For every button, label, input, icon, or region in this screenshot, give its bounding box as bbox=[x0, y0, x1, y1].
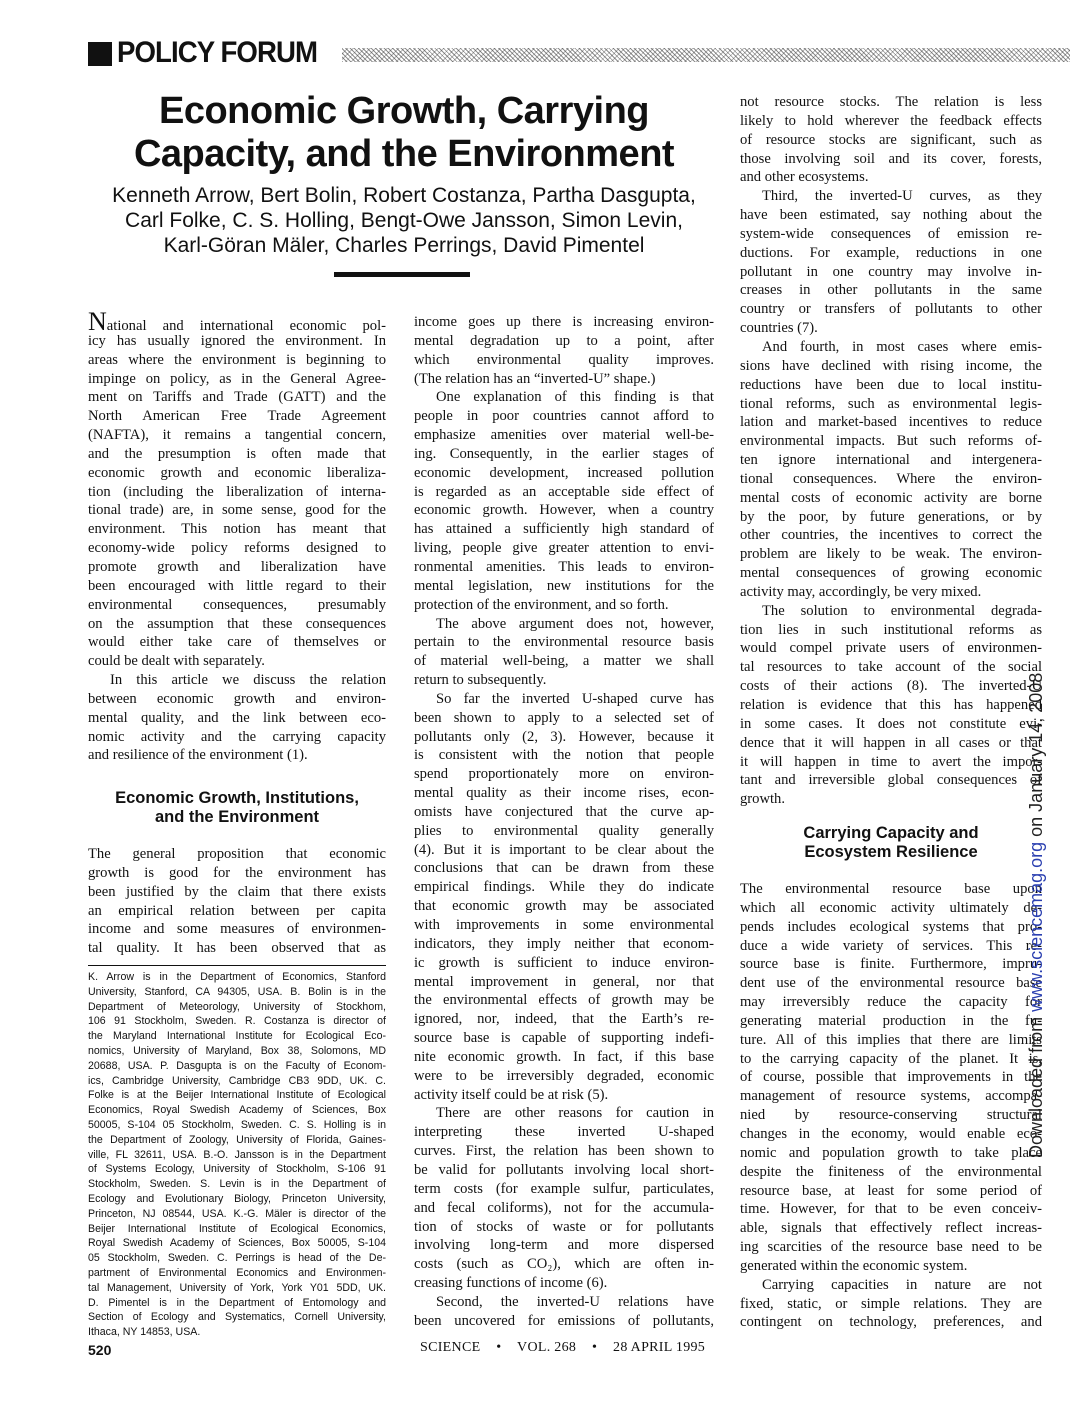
text-line: mental quality as their income rises, econ- bbox=[414, 785, 714, 802]
text-line: The general proposition that economic bbox=[88, 846, 386, 862]
text-line: ignored, nor, indeed, that the Earth’s re- bbox=[414, 1011, 714, 1028]
text-line: sions have declined with rising income, the bbox=[740, 357, 1042, 374]
journal-name: SCIENCE bbox=[420, 1340, 481, 1355]
text-line: were to be irreversibly degraded, economic bbox=[414, 1067, 714, 1084]
text-line: return to subsequently. bbox=[414, 672, 547, 689]
title-line: Economic Growth, Carrying bbox=[158, 90, 650, 132]
text-line: growth. bbox=[740, 791, 785, 808]
text-line: and other ecosystems. bbox=[740, 169, 869, 186]
text-line: ment on Tariffs and Trade (GATT) and the bbox=[88, 389, 386, 406]
text-line: mental improvement in general, nor that bbox=[414, 973, 714, 990]
text-line: that economic growth may be associated bbox=[414, 898, 714, 915]
footnote-line: 106 91 Stockholm, Sweden. R. Costanza is director of bbox=[88, 1015, 386, 1028]
footnote-line: Princeton, NJ 08544, USA. K.-G. Mäler is director of the bbox=[88, 1207, 386, 1220]
text-line: people in poor countries cannot afford to bbox=[414, 408, 714, 425]
text-line: be valid for pollutants involving local short- bbox=[414, 1161, 714, 1178]
column-1-intro bbox=[88, 307, 386, 765]
text-line: management of resource systems, accompa- bbox=[740, 1088, 1042, 1105]
text-line: duce a wide variety of services. This re- bbox=[740, 937, 1042, 954]
text-line: economic growth and economic liberaliza- bbox=[88, 464, 386, 481]
text-line: an empirical relation between per capita bbox=[88, 902, 386, 919]
text-line: tant and irreversible global consequences of bbox=[740, 772, 1042, 789]
text-line: country or transfers of pollutants to other bbox=[740, 301, 1042, 318]
text-line: by the poor, by future generations, or by bbox=[740, 508, 1042, 525]
text-line: of resource stocks are significant, such as bbox=[740, 131, 1042, 148]
footnote-line: of Systems Ecology, University of Stockholm, S-106 91 bbox=[88, 1163, 386, 1176]
column-3 bbox=[740, 93, 1042, 809]
text-line: economy-wide policy reforms designed to bbox=[88, 540, 386, 557]
text-line: (NAFTA), it remains a tangential concern, bbox=[88, 427, 386, 444]
footnote-line: K. Arrow is in the Department of Economics, Stanford bbox=[88, 971, 386, 983]
text-line: generating material production in the fu- bbox=[740, 1012, 1042, 1029]
section-label: POLICY FORUM bbox=[117, 36, 318, 69]
column-2 bbox=[414, 313, 714, 1331]
text-line: reductions have been due to local institu- bbox=[740, 376, 1042, 393]
text-line: changes in the economy, would enable eco- bbox=[740, 1125, 1042, 1142]
journal-date: 28 APRIL 1995 bbox=[613, 1340, 706, 1355]
title-divider bbox=[334, 272, 470, 277]
text-line: pertain to the environmental resource basis bbox=[414, 634, 714, 651]
text-line: growth is good for the environment has bbox=[88, 864, 386, 881]
text-line: pollutants only (2, 3). However, because it bbox=[414, 728, 714, 745]
text-line: system-wide consequences of emission re- bbox=[740, 225, 1042, 242]
column-3-section-text bbox=[740, 880, 1042, 1332]
text-line: resource base, at least for some period of bbox=[740, 1182, 1042, 1199]
text-line: mental quality, and the link between eco- bbox=[88, 709, 386, 726]
text-line: the environmental effects of growth may be bbox=[414, 992, 714, 1009]
text-line: emphasize amenities over material well-be- bbox=[414, 427, 714, 444]
text-line: in some cases. It does not constitute evi- bbox=[740, 715, 1042, 732]
title-line: Capacity, and the Environment bbox=[133, 133, 675, 175]
text-line: and fecal coliforms), not for the accumula- bbox=[414, 1199, 714, 1216]
drop-cap: N bbox=[88, 307, 107, 336]
text-line: source base is capable of supporting indefi- bbox=[414, 1030, 714, 1047]
text-line: tion (including the liberalization of interna- bbox=[88, 483, 386, 500]
text-line: (4). But it is important to be clear about the bbox=[414, 841, 714, 858]
footnote-line: partment of Environmental Economics and Environmen- bbox=[88, 1266, 386, 1279]
page-number: 520 bbox=[88, 1342, 112, 1358]
text-line: those involving soil and its cover, forests, bbox=[740, 150, 1042, 167]
text-line: National and international economic pol- bbox=[88, 307, 386, 336]
text-line: promote growth and liberalization have bbox=[88, 558, 386, 575]
text-line: nied by resource-conserving structural bbox=[740, 1107, 1042, 1124]
text-line: fixed, static, or simple relations. They are bbox=[740, 1295, 1042, 1312]
text-line: been uncovered for emissions of pollutants, bbox=[414, 1312, 714, 1329]
footnote-line: Stockholm, Sweden. S. Levin is in the Department of bbox=[88, 1178, 386, 1191]
text-line: creasing functions of income (6). bbox=[414, 1275, 608, 1292]
heading-line: Ecosystem Resilience bbox=[804, 843, 978, 861]
text-line: tal resources to take account of the social bbox=[740, 659, 1042, 676]
text-line: tion of stocks of waste or for pollutants bbox=[414, 1218, 714, 1235]
text-line: term costs (for example sulfur, particulates, bbox=[414, 1180, 714, 1197]
text-line: been justified by the claim that there exists bbox=[88, 883, 386, 900]
text-line: economic growth. However, when a country bbox=[414, 502, 714, 519]
text-line: ronmental amenities. This leads to environ- bbox=[414, 558, 714, 575]
text-line: which environmental quality improves. bbox=[414, 351, 714, 368]
footnote-line: nomics, University of Maryland, Box 38, Solomons, MD bbox=[88, 1044, 386, 1057]
text-line: and the presumption is often made that bbox=[88, 445, 386, 462]
text-line: indicators, they imply neither that econom- bbox=[414, 935, 714, 952]
text-line: In this article we discuss the relation bbox=[110, 672, 386, 689]
footnote-line: Ithaca, NY 14853, USA. bbox=[88, 1326, 201, 1339]
text-line: costs of their actions (8). The inverted-U bbox=[740, 678, 1042, 695]
text-line: ing scarcities of the resource base need to be bbox=[740, 1239, 1042, 1256]
text-line: could be dealt with separately. bbox=[88, 653, 265, 670]
section-heading-carrying-capacity bbox=[740, 824, 1042, 862]
column-1-section-text bbox=[88, 845, 386, 958]
footnote-line: Economics, Royal Swedish Academy of Sciences, Box bbox=[88, 1104, 386, 1117]
text-line: on the assumption that these consequences bbox=[88, 615, 386, 632]
text-line: There are other reasons for caution in bbox=[436, 1105, 714, 1122]
text-line: mental legislation, new institutions for the bbox=[414, 577, 714, 594]
author-line: Carl Folke, C. S. Holling, Bengt-Owe Jansson, Simon Levin, bbox=[125, 209, 683, 232]
author-list bbox=[84, 183, 724, 258]
text-line: environmental consequences, presumably bbox=[88, 596, 386, 613]
text-line: which all economic activity ultimately de- bbox=[740, 899, 1042, 916]
download-watermark bbox=[1026, 673, 1047, 1158]
text-line: nomic and population growth to take place bbox=[740, 1144, 1042, 1161]
text-line: other countries, the incentives to correct the bbox=[740, 527, 1042, 544]
text-line: curves. First, the relation has been shown to bbox=[414, 1143, 714, 1160]
text-line: icy has usually ignored the environment. In bbox=[88, 332, 386, 349]
text-line: of material well-being, a matter we shall bbox=[414, 653, 714, 670]
footnote-line: the Maryland International Institute for Ecological Eco- bbox=[88, 1030, 386, 1043]
footnote-line: Royal Swedish Academy of Sciences, Box 50005, S-104 bbox=[88, 1237, 386, 1250]
text-line: environment. This notion has meant that bbox=[88, 521, 386, 538]
footnote-divider bbox=[88, 965, 386, 966]
text-line: empirical findings. While they do indicate bbox=[414, 879, 714, 896]
watermark-prefix: Downloaded from bbox=[1026, 1011, 1046, 1158]
text-line: and resilience of the environment (1). bbox=[88, 747, 308, 764]
footnote-line: 05 Stockholm, Sweden. C. Perrings is head of the De- bbox=[88, 1252, 386, 1265]
text-line: would compel private users of environmen- bbox=[740, 640, 1042, 657]
footnote-line: Section of Ecology and Systematics, Cornell University, bbox=[88, 1311, 386, 1324]
author-affiliations-footnote bbox=[88, 970, 386, 1340]
journal-volume: VOL. 268 bbox=[517, 1340, 577, 1355]
text-line: time. However, for that to be even conceiv- bbox=[740, 1201, 1042, 1218]
text-line: pollutant in one country may involve in- bbox=[740, 263, 1042, 280]
text-line: activity may, accordingly, be very mixed. bbox=[740, 583, 982, 600]
author-line: Karl-Göran Mäler, Charles Perrings, David Pimentel bbox=[163, 234, 645, 257]
text-line: So far the inverted U-shaped curve has bbox=[436, 690, 714, 707]
text-line: ten ignore international and intergenera- bbox=[740, 452, 1042, 469]
text-line: been encouraged with little regard to their bbox=[88, 577, 386, 594]
text-line: nite economic growth. In fact, if this base bbox=[414, 1048, 714, 1065]
text-line: economic development, increased pollution bbox=[414, 464, 714, 481]
journal-citation bbox=[420, 1340, 705, 1356]
text-line: living, people give greater attention to envi- bbox=[414, 540, 714, 557]
text-line: pends includes ecological systems that pro- bbox=[740, 918, 1042, 935]
text-line: The above argument does not, however, bbox=[436, 615, 714, 632]
text-line: interpreting these inverted U-shaped bbox=[414, 1124, 714, 1141]
text-line: is regarded as an acceptable side effect of bbox=[414, 483, 714, 500]
text-line: problem are likely to be weak. The environ- bbox=[740, 546, 1042, 563]
footnote-line: Folke is at the Beijer International Institute of Ecological bbox=[88, 1089, 386, 1102]
text-line: (The relation has an “inverted-U” shape.) bbox=[414, 370, 656, 387]
text-line: spend proportionately more on environ- bbox=[414, 766, 714, 783]
article-title bbox=[84, 90, 724, 176]
text-line: impinge on policy, as in the General Agree- bbox=[88, 370, 386, 387]
footnote-line: 20688, USA. P. Dasgupta is on the Faculty of Econom- bbox=[88, 1059, 386, 1072]
text-line: Second, the inverted-U relations have bbox=[436, 1293, 714, 1310]
heading-line: Carrying Capacity and bbox=[803, 824, 979, 842]
footnote-line: Beijer International Institute of Ecological Economics, bbox=[88, 1222, 386, 1235]
author-line: Kenneth Arrow, Bert Bolin, Robert Costanza, Partha Dasgupta, bbox=[112, 184, 696, 207]
text-line: omists have conjectured that the curve ap- bbox=[414, 803, 714, 820]
text-line: not resource stocks. The relation is less bbox=[740, 94, 1042, 110]
text-line: protection of the environment, and so forth. bbox=[414, 596, 669, 613]
text-line: Third, the inverted-U curves, as they bbox=[762, 188, 1042, 205]
text-line: mental consequences of growing economic bbox=[740, 565, 1042, 582]
text-line: plies to environmental quality generally bbox=[414, 822, 714, 839]
text-line: it will happen in time to avert the impor- bbox=[740, 753, 1042, 770]
text-line: have been estimated, say nothing about the bbox=[740, 207, 1042, 224]
text-line: involving long-term and more dispersed bbox=[414, 1237, 714, 1254]
text-line: is consistent with the notion that people bbox=[414, 747, 714, 764]
footnote-line: the Department of Zoology, University of Florida, Gaines- bbox=[88, 1133, 386, 1146]
text-line: One explanation of this finding is that bbox=[436, 389, 714, 406]
text-line: ic growth is sufficient to induce environ- bbox=[414, 954, 714, 971]
text-line: North American Free Trade Agreement bbox=[88, 408, 386, 425]
text-line: conclusions that can be drawn from these bbox=[414, 860, 714, 877]
footnote-line: D. Pimentel is in the Department of Entomology and bbox=[88, 1296, 386, 1309]
text-line: mental degradation up to a point, after bbox=[414, 332, 714, 349]
text-line: tional consequences. Where the environ- bbox=[740, 470, 1042, 487]
text-line: contingent on technology, preferences, and bbox=[740, 1314, 1042, 1331]
text-line: income goes up there is increasing environ- bbox=[414, 314, 714, 330]
section-marker-block bbox=[88, 42, 112, 66]
text-line: And fourth, in most cases where emis- bbox=[762, 338, 1042, 355]
text-line: areas where the environment is beginning to bbox=[88, 351, 386, 368]
text-line: likely to hold wherever the feedback effects bbox=[740, 112, 1042, 129]
text-line: between economic growth and environ- bbox=[88, 690, 386, 707]
text-line: income and some measures of environmen- bbox=[88, 921, 386, 938]
text-line: Carrying capacities in nature are not bbox=[762, 1276, 1042, 1293]
watermark-url-link[interactable]: www.sciencemag.org bbox=[1026, 841, 1046, 1012]
text-line: countries (7). bbox=[740, 320, 818, 337]
text-line: may irreversibly reduce the capacity for bbox=[740, 994, 1042, 1011]
footnote-line: 50005, S-104 05 Stockholm, Sweden. C. S. Holling is in bbox=[88, 1118, 386, 1131]
bullet-separator-icon: • bbox=[592, 1340, 598, 1355]
bullet-separator-icon: • bbox=[496, 1340, 502, 1355]
text-line: ture. All of this implies that there are limits bbox=[740, 1031, 1042, 1048]
footnote-line: Ecology and Evolutionary Biology, Princeton University, bbox=[88, 1192, 386, 1205]
footnote-line: University, Stanford, CA 94305, USA. B. Bolin is in the bbox=[88, 985, 386, 998]
text-line: environmental impacts. But such reforms of- bbox=[740, 433, 1042, 450]
section-heading-growth-institutions bbox=[88, 789, 386, 827]
watermark-suffix: on January 14, 2008 bbox=[1026, 672, 1046, 842]
text-line: tional reforms, such as environmental legis- bbox=[740, 395, 1042, 412]
footnote-line: Department of Meteorology, University of Stockhom, bbox=[88, 1000, 386, 1013]
heading-line: Economic Growth, Institutions, bbox=[115, 789, 359, 807]
text-line: able, signals that effectively reflect increas- bbox=[740, 1220, 1042, 1237]
footnote-line: ics, Cambridge University, Cambridge CB3 9DD, UK. C. bbox=[88, 1074, 386, 1087]
text-line: been shown to apply to a selected set of bbox=[414, 709, 714, 726]
text-line: mental costs of economic activity are borne bbox=[740, 489, 1042, 506]
text-line: creases in other pollutants in the same bbox=[740, 282, 1042, 299]
text-line: activity itself could be at risk (5). bbox=[414, 1086, 609, 1103]
header-texture-rule bbox=[342, 48, 1070, 62]
text-line: dent use of the environmental resource base bbox=[740, 975, 1042, 992]
text-line: has attained a sufficiently high standard of bbox=[414, 521, 714, 538]
text-line: of course, possible that improvements in the bbox=[740, 1069, 1042, 1086]
text-line: lation and market-based incentives to reduce bbox=[740, 414, 1042, 431]
heading-line: and the Environment bbox=[154, 808, 320, 826]
text-line: generated within the economic system. bbox=[740, 1257, 968, 1274]
text-line: tion lies in such institutional reforms as bbox=[740, 621, 1042, 638]
text-line: ductions. For example, reductions in one bbox=[740, 244, 1042, 261]
text-line: despite the finiteness of the environmental bbox=[740, 1163, 1042, 1180]
text-line: ing. Consequently, in the earlier stages of bbox=[414, 445, 714, 462]
text-line: with improvements in some environmental bbox=[414, 917, 714, 933]
text-line: source base is finite. Furthermore, impru- bbox=[740, 956, 1042, 973]
text-line: relation is evidence that this has happened bbox=[740, 697, 1042, 713]
text-line: nomic activity and the carrying capacity bbox=[88, 728, 386, 745]
text-line: dence that it will happen in all cases or that bbox=[740, 734, 1042, 751]
text-line: tal quality. It has been observed that as bbox=[88, 940, 386, 957]
text-line: tional trade) are, in some sense, good for the bbox=[88, 502, 386, 519]
footnote-line: tal Management, University of York, York Y01 5DD, UK. bbox=[88, 1281, 386, 1294]
text-line: to the carrying capacity of the planet. It is, bbox=[740, 1050, 1042, 1067]
text-line: The solution to environmental degrada- bbox=[762, 602, 1042, 619]
footnote-line: ville, FL 32611, USA. B.-O. Jansson is in the Department bbox=[88, 1148, 386, 1161]
text-line: The environmental resource base upon bbox=[740, 881, 1042, 897]
text-line: costs (such as CO₂), which are often in- bbox=[414, 1256, 714, 1273]
text-line: would either take care of themselves or bbox=[88, 634, 386, 651]
